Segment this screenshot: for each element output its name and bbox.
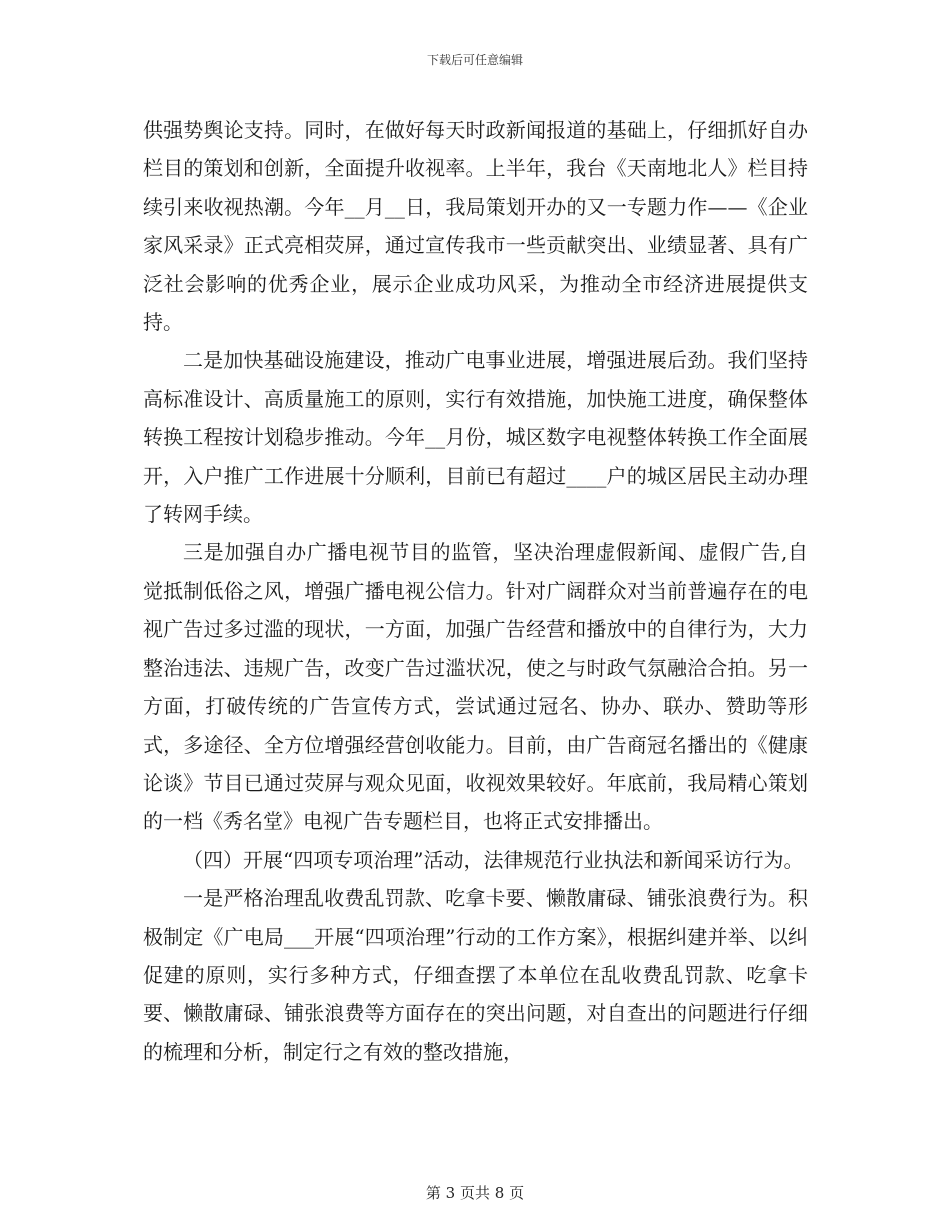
paragraph-1: 供强势舆论支持。同时，在做好每天时政新闻报道的基础上，仔细抓好自办栏目的策划和创新，全面提升收视率。上半年，我台《天南地北人》栏目持续引来收视热潮。今年__月__日，我局策划开办的又一专题力作——《企业家风采录》正式亮相荧屏，通过宣传我市一些贡献突出、业绩显著、具有广泛社会影响的优秀企业，展示企业成功风采，为推动全市经济进展提供支持。 [143,118,808,335]
paragraph-2: 二是加快基础设施建设，推动广电事业进展，增强进展后劲。我们坚持高标准设计、高质量施工的原则，实行有效措施，加快施工进度，确保整体转换工程按计划稳步推动。今年__月份，城区数字电视整体转换工作全面展开，入户推广工作进展十分顺利，目前已有超过____户的城区居民主动办理了转网手续。 [143,348,808,527]
page-header: 下载后可任意编辑 [426,53,523,67]
paragraph-4: （四）开展“四项专项治理”活动，法律规范行业执法和新闻采访行为。 [183,847,804,872]
page-footer: 第 3 页共 8 页 [425,1184,525,1202]
document-body [143,111,808,1071]
paragraph-5: 一是严格治理乱收费乱罚款、吃拿卡要、懒散庸碌、铺张浪费行为。积极制定《广电局___开展“四项治理”行动的工作方案》，根据纠建并举、以纠促建的原则，实行多种方式，仔细查摆了本单位在乱收费乱罚款、吃拿卡要、懒散庸碌、铺张浪费等方面存在的突出问题，对自查出的问题进行仔细的梳理和分析，制定行之有效的整改措施， [143,886,808,1064]
paragraph-3: 三是加强自办广播电视节目的监管，坚决治理虚假新闻、虚假广告,自觉抵制低俗之风，增强广播电视公信力。针对广阔群众对当前普遍存在的电视广告过多过滥的现状，一方面，加强广告经营和播放中的自律行为，大力整治违法、违规广告，改变广告过滥状况，使之与时政气氛融洽合拍。另一方面，打破传统的广告宣传方式，尝试通过冠名、协办、联办、赞助等形式，多途径、全方位增强经营创收能力。目前，由广告商冠名播出的《健康论谈》节目已通过荧屏与观众见面，收视效果较好。年底前，我局精心策划的一档《秀名堂》电视广告专题栏目，也将正式安排播出。 [143,540,808,834]
